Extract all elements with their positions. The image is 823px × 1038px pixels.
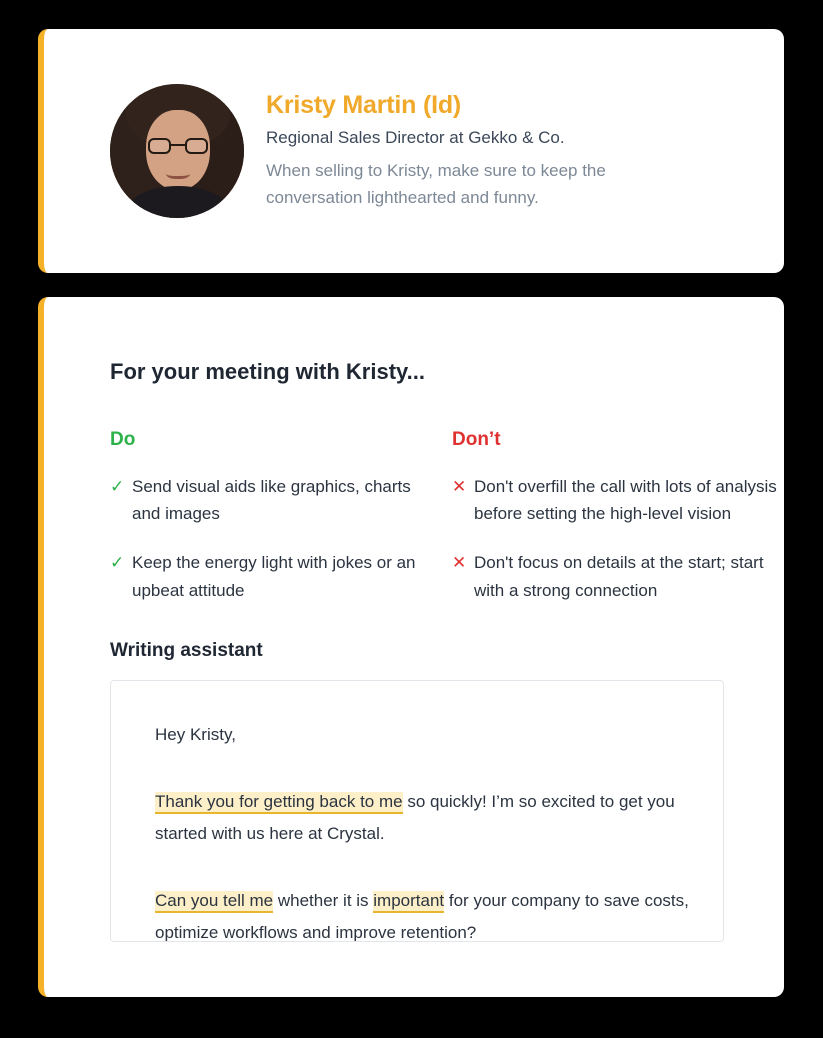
list-item [452, 473, 782, 527]
dont-item-text: Don't focus on details at the start; start with a strong connection [474, 553, 764, 600]
list-item [110, 549, 430, 603]
dont-heading: Don’t [452, 429, 501, 450]
writing-assistant-heading: Writing assistant [110, 639, 263, 661]
highlighted-phrase[interactable]: Can you tell me [155, 891, 273, 913]
check-icon: ✓ [110, 477, 125, 496]
dont-item-text: Don't overfill the call with lots of analysis before setting the high-level vision [474, 477, 777, 524]
editor-paragraph [155, 885, 689, 942]
do-column [110, 429, 430, 626]
editor-text: so quickly! I’m so excited to get you started with us here at Crystal. [155, 792, 675, 843]
do-dont-columns [110, 429, 784, 626]
list-item [110, 473, 430, 527]
glasses-icon [148, 138, 208, 154]
editor-text: whether it is [273, 891, 374, 911]
profile-text [266, 91, 696, 211]
profile-tip: When selling to Kristy, make sure to keep the conversation lighthearted and funny. [266, 161, 606, 207]
list-item [452, 549, 782, 603]
highlighted-phrase[interactable]: important [373, 891, 444, 913]
editor-paragraph [155, 786, 689, 849]
page-title: For your meeting with Kristy... [110, 359, 425, 384]
do-item-text: Keep the energy light with jokes or an upbeat attitude [132, 553, 416, 600]
do-item-text: Send visual aids like graphics, charts and images [132, 477, 411, 524]
avatar [110, 84, 244, 218]
profile-name: Kristy Martin (Id) [266, 91, 462, 120]
do-heading: Do [110, 429, 136, 450]
profile-role: Regional Sales Director at Gekko & Co. [266, 128, 565, 148]
cross-icon: ✕ [452, 553, 467, 573]
editor-text: for your company to save costs, optimize workflows and improve retention? [155, 891, 689, 942]
highlighted-phrase[interactable]: Thank you for getting back to me [155, 792, 403, 814]
check-icon: ✓ [110, 553, 125, 573]
editor-text: Hey Kristy, [155, 724, 236, 744]
meeting-card [38, 297, 784, 997]
cross-icon: ✕ [452, 477, 467, 496]
dont-column [452, 429, 782, 626]
profile-card [38, 29, 784, 273]
editor-paragraph [155, 719, 689, 750]
writing-assistant-editor[interactable] [110, 680, 724, 942]
